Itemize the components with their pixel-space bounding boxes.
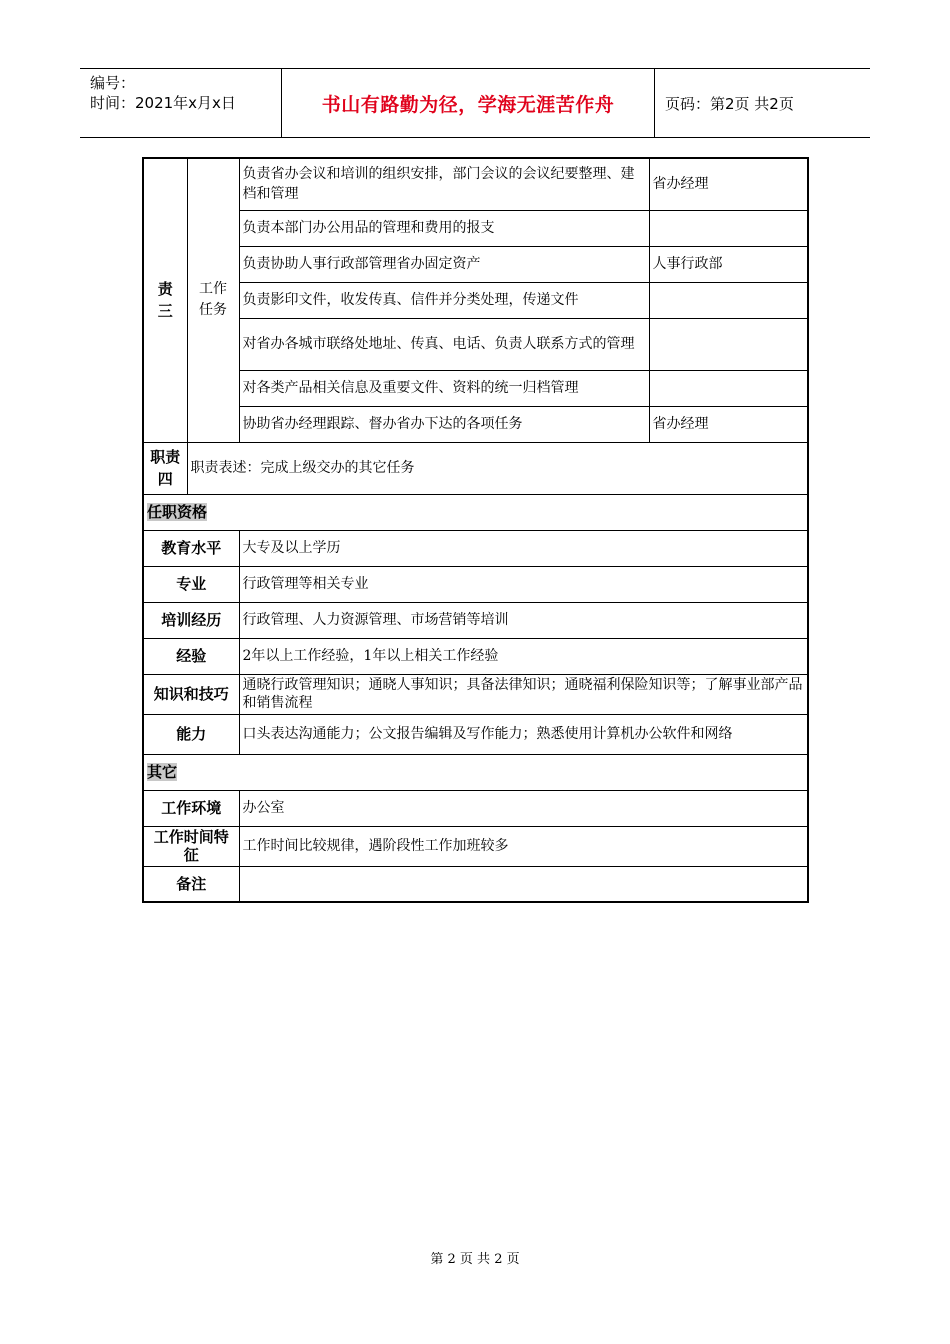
qualification-value: 通晓行政管理知识；通晓人事知识；具备法律知识；通晓福利保险知识等；了解事业部产品和销售流程 (239, 674, 808, 714)
duty4-label: 职责四 (143, 442, 187, 494)
other-label: 工作环境 (143, 790, 239, 826)
duty3-label: 责三 (143, 158, 187, 442)
header-motto: 书山有路勤为径，学海无涯苦作舟 (282, 69, 655, 137)
task-owner (649, 318, 808, 370)
task-text: 对省办各城市联络处地址、传真、电话、负责人联系方式的管理 (239, 318, 649, 370)
qualification-row (143, 530, 808, 566)
duty3-category: 工作任务 (187, 158, 239, 442)
qualification-label: 知识和技巧 (143, 674, 239, 714)
qualification-value: 2年以上工作经验，1年以上相关工作经验 (239, 638, 808, 674)
task-row (143, 370, 808, 406)
other-label: 备注 (143, 866, 239, 902)
task-owner (649, 370, 808, 406)
qualifications-title: 任职资格 (143, 494, 808, 530)
qualification-label: 经验 (143, 638, 239, 674)
task-row (143, 158, 808, 210)
qualification-row (143, 602, 808, 638)
section-header-row (143, 494, 808, 530)
qualification-value: 口头表达沟通能力；公文报告编辑及写作能力；熟悉使用计算机办公软件和网络 (239, 714, 808, 754)
other-row (143, 866, 808, 902)
other-value: 工作时间比较规律，遇阶段性工作加班较多 (239, 826, 808, 866)
page-header (80, 68, 870, 138)
other-row (143, 826, 808, 866)
task-text: 协助省办经理跟踪、督办省办下达的各项任务 (239, 406, 649, 442)
duty4-text: 职责表述：完成上级交办的其它任务 (187, 442, 808, 494)
other-label: 工作时间特征 (143, 826, 239, 866)
number-label: 编号： (90, 74, 136, 92)
qualification-row (143, 638, 808, 674)
duty4-row (143, 442, 808, 494)
qualification-value: 行政管理、人力资源管理、市场营销等培训 (239, 602, 808, 638)
task-row (143, 318, 808, 370)
task-text: 负责省办会议和培训的组织安排，部门会议的会议纪要整理、建档和管理 (239, 158, 649, 210)
qualification-label: 能力 (143, 714, 239, 754)
qualification-row (143, 566, 808, 602)
qualification-value: 大专及以上学历 (239, 530, 808, 566)
task-owner (649, 210, 808, 246)
task-row (143, 210, 808, 246)
task-row (143, 246, 808, 282)
other-value: 办公室 (239, 790, 808, 826)
task-owner: 省办经理 (649, 158, 808, 210)
other-row (143, 790, 808, 826)
qualification-row (143, 714, 808, 754)
other-value (239, 866, 808, 902)
qualification-label: 培训经历 (143, 602, 239, 638)
task-row (143, 282, 808, 318)
task-row (143, 406, 808, 442)
qualification-label: 专业 (143, 566, 239, 602)
other-title: 其它 (143, 754, 808, 790)
header-meta (80, 69, 282, 137)
task-text: 负责协助人事行政部管理省办固定资产 (239, 246, 649, 282)
qualification-label: 教育水平 (143, 530, 239, 566)
job-description-table (142, 157, 809, 903)
page-footer: 第 2 页 共 2 页 (430, 1252, 520, 1267)
task-owner (649, 282, 808, 318)
task-text: 对各类产品相关信息及重要文件、资料的统一归档管理 (239, 370, 649, 406)
qualification-value: 行政管理等相关专业 (239, 566, 808, 602)
task-owner: 省办经理 (649, 406, 808, 442)
qualification-row (143, 674, 808, 714)
time-label: 时间：2021年x月x日 (90, 94, 236, 112)
task-owner: 人事行政部 (649, 246, 808, 282)
task-text: 负责影印文件，收发传真、信件并分类处理，传递文件 (239, 282, 649, 318)
section-header-row (143, 754, 808, 790)
task-text: 负责本部门办公用品的管理和费用的报支 (239, 210, 649, 246)
header-page-info: 页码：第2页 共2页 (665, 94, 794, 113)
